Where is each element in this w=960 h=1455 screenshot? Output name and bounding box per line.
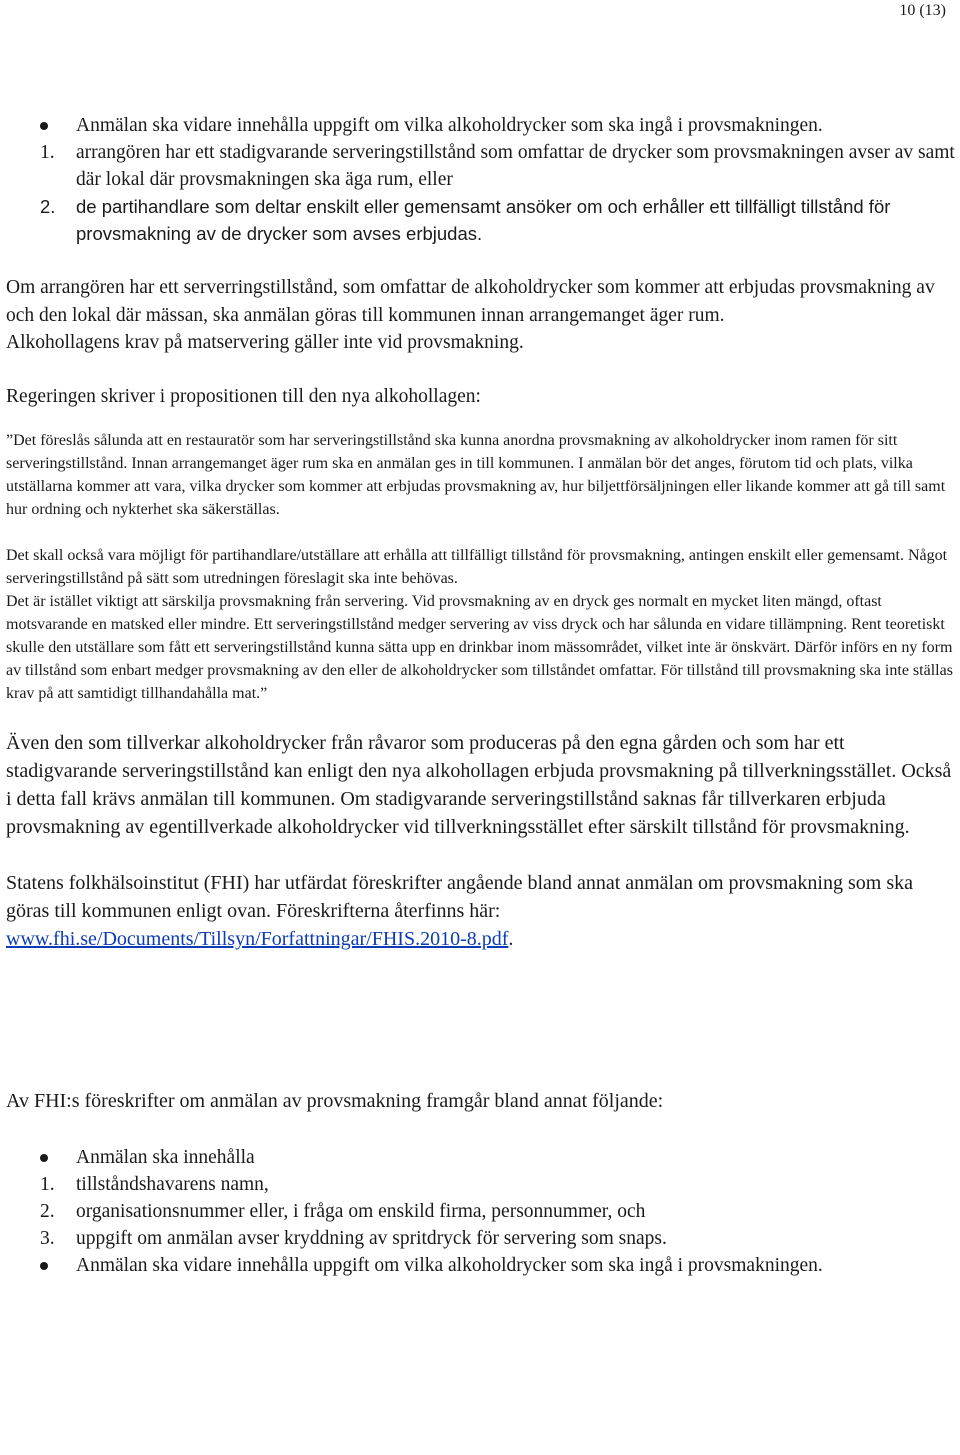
- list-number: 2.: [40, 196, 56, 217]
- paragraph-fhi-rules: Av FHI:s föreskrifter om anmälan av provsmakning framgår bland annat följande:: [6, 1090, 664, 1112]
- bullet-icon: [40, 122, 48, 130]
- paragraph-government: Regeringen skriver i propositionen till den nya alkohollagen:: [6, 385, 481, 407]
- list-item-text: organisationsnummer eller, i fråga om enskild firma, personnummer, och: [76, 1201, 646, 1222]
- list-item: [6, 1171, 956, 1198]
- list-number: 2.: [40, 1201, 55, 1222]
- quote-paragraph-1: ”Det föreslås sålunda att en restauratör som har serveringstillstånd ska kunna anordna provsmakning av alkoholdrycker inom ramen för sitt serveringstillstånd. Innan arrangemanget äger rum ska en anmälan ges in till kommunen. I anmälan bör det anges, förutom tid och plats, vilka utställarna kommer att vara, vilka drycker som kommer att erbjudas provsmakning av, hur biljettförsäljningen eller likande kommer att gå till samt hur ordning och nykterhet ska säkerställas.: [6, 432, 946, 518]
- list-item: [6, 1225, 956, 1252]
- paragraph-food-requirement: Alkohollagens krav på matservering gäller inte vid provsmakning.: [6, 332, 524, 353]
- bullet-icon: [40, 1262, 48, 1270]
- quote-paragraph-2: Det skall också vara möjligt för partihandlare/utställare att erhålla att tillfälligt tillstånd för provsmakning, antingen enskilt eller gemensamt. Något serveringstillstånd på sätt som utredningen föreslagit ska inte behövas.: [6, 547, 948, 587]
- paragraph-fhi-text: Statens folkhälsoinstitut (FHI) har utfärdat föreskrifter angående bland annat anmälan om provsmakning som ska göras till kommunen enligt ovan. Föreskrifterna återfinns här:: [6, 872, 913, 922]
- numbered-list-top: [6, 139, 956, 247]
- list-item: [6, 1198, 956, 1225]
- bullet-text: Anmälan ska vidare innehålla uppgift om vilka alkoholdrycker som ska ingå i provsmakningen.: [76, 1255, 823, 1276]
- bullet-item-drinks: [6, 1252, 956, 1279]
- list-item: [6, 193, 956, 247]
- bullet-item-content: [6, 1144, 956, 1171]
- document-body: [6, 112, 956, 1279]
- paragraph-fhi: [6, 869, 956, 953]
- fhi-link[interactable]: www.fhi.se/Documents/Tillsyn/Forfattningar/FHIS.2010-8.pdf: [6, 928, 509, 950]
- list-item-text: arrangören har ett stadigvarande serveringstillstånd som omfattar de drycker som provsmakningen avser av samt där lokal där provsmakningen ska äga rum, eller: [76, 142, 955, 190]
- numbered-list-bottom: [6, 1171, 956, 1252]
- list-number: 1.: [40, 142, 55, 163]
- list-item-text: de partihandlare som deltar enskilt eller gemensamt ansöker om och erhåller ett tillfälligt tillstånd för provsmakning av de drycker som avses erbjudas.: [76, 196, 891, 244]
- paragraph-fhi-end: .: [508, 928, 514, 950]
- list-item-text: tillståndshavarens namn,: [76, 1174, 269, 1195]
- quote-paragraph-3: Det är istället viktigt att särskilja provsmakning från servering. Vid provsmakning av en dryck ges normalt en mycket liten mängd, oftast motsvarande en matsked eller mindre. Ett serveringstillstånd medger servering av viss dryck och har sålunda en vidare tillämpning. Rent teoretiskt skulle den utställare som fått ett serveringstillstånd kunna sätta upp en drinkbar inom mässområdet, vilket inte är önskvärt. Därför införs en ny form av tillstånd som enbart medger provsmakning av den eller de alkoholdrycker som tillståndet omfattar. För tillstånd till provsmakning ska inte ställas krav på att samtidigt tillhandahålla mat.”: [6, 593, 953, 702]
- list-item-text: uppgift om anmälan avser kryddning av spritdryck för servering som snaps.: [76, 1228, 667, 1249]
- bullet-icon: [40, 1154, 48, 1162]
- bullet-text: Anmälan ska vidare innehålla uppgift om vilka alkoholdrycker som ska ingå i provsmakningen.: [76, 115, 823, 136]
- paragraph-producer: Även den som tillverkar alkoholdrycker från råvaror som produceras på den egna gården och som har ett stadigvarande serveringstillstånd kan enligt den nya alkohollagen erbjuda provsmakning på tillverkningsstället. Också i detta fall krävs anmälan till kommunen. Om stadigvarande serveringstillstånd saknas får tillverkaren erbjuda provsmakning av egentillverkade alkoholdrycker vid tillverkningsstället efter särskilt tillstånd för provsmakning.: [6, 732, 952, 838]
- list-number: 1.: [40, 1174, 55, 1195]
- bullet-item-intro: [6, 112, 956, 139]
- bullet-text: Anmälan ska innehålla: [76, 1147, 255, 1168]
- paragraph-arranger: Om arrangören har ett serverringstillstånd, som omfattar de alkoholdrycker som kommer att erbjudas provsmakning av och den lokal där mässan, ska anmälan göras till kommunen innan arrangemanget äger rum.: [6, 277, 935, 326]
- list-number: 3.: [40, 1228, 55, 1249]
- page-number: 10 (13): [899, 2, 946, 19]
- list-item: [6, 139, 956, 193]
